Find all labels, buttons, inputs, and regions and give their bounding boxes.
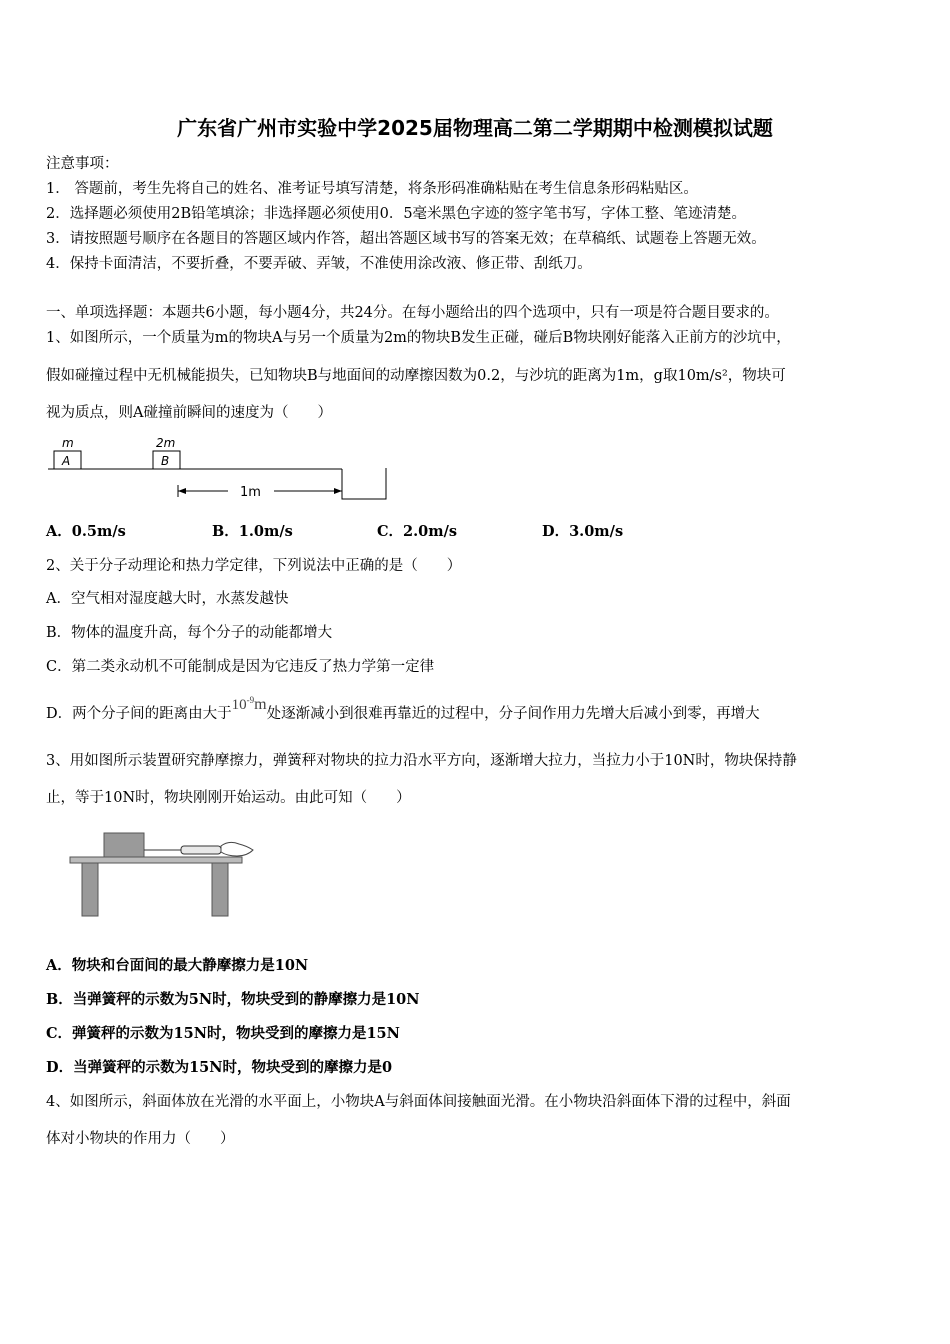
q1-option-c: C．2.0m/s bbox=[377, 523, 458, 540]
q3-option-a: A．物块和台面间的最大静摩擦力是10N bbox=[46, 957, 309, 974]
notice-item: 4．保持卡面清洁，不要折叠，不要弄破、弄皱，不准使用涂改液、修正带、刮纸刀。 bbox=[46, 256, 592, 272]
spring-scale bbox=[181, 846, 221, 854]
q2-option-a: A．空气相对湿度越大时，水蒸发越快 bbox=[46, 591, 289, 607]
notice-item: 1． 答题前，考生先将自己的姓名、准考证号填写清楚，将条形码准确粘贴在考生信息条形码粘贴区。 bbox=[46, 181, 698, 197]
notice-item: 2．选择题必须使用2B铅笔填涂；非选择题必须使用0．5毫米黑色字迹的签字笔书写，字体工整、笔迹清楚。 bbox=[46, 206, 747, 222]
q2-option-c: C．第二类永动机不可能制成是因为它违反了热力学第一定律 bbox=[46, 659, 435, 675]
q3-option-c: C．弹簧秤的示数为15N时，物块受到的摩擦力是15N bbox=[46, 1025, 400, 1042]
q1-stem-line: 1、如图所示，一个质量为m的物块A与另一个质量为2m的物块B发生正碰，碰后B物块刚好能落入正前方的沙坑中， bbox=[46, 330, 791, 346]
q2-option-d bbox=[46, 695, 760, 723]
dim-arrow-right bbox=[334, 488, 342, 494]
q3-option-d: D．当弹簧秤的示数为15N时，物块受到的摩擦力是0 bbox=[46, 1059, 393, 1076]
q1-stem-line: 假如碰撞过程中无机械能损失，已知物块B与地面间的动摩擦因数为0.2，与沙坑的距离为1m，g取10m/s²，物块可 bbox=[46, 368, 786, 384]
q2-option-d-pre: D．两个分子间的距离由大于 bbox=[46, 706, 232, 722]
block-a-label: A bbox=[62, 454, 71, 468]
table-leg-left bbox=[82, 863, 98, 916]
notice-item: 3．请按照题号顺序在各题目的答题区域内作答，超出答题区域书写的答案无效；在草稿纸、试题卷上答题无效。 bbox=[46, 231, 766, 247]
table-leg-right bbox=[212, 863, 228, 916]
q2-stem: 2、关于分子动理论和热力学定律，下列说法中正确的是（ ） bbox=[46, 558, 462, 574]
q4-stem-line: 4、如图所示，斜面体放在光滑的水平面上，小物块A与斜面体间接触面光滑。在小物块沿斜面体下滑的过程中，斜面 bbox=[46, 1094, 791, 1110]
q2-option-d-base: 10 bbox=[231, 697, 247, 713]
table-top bbox=[70, 857, 242, 863]
q3-stem-line: 止，等于10N时，物块刚刚开始运动。由此可知（ ） bbox=[46, 790, 411, 806]
q1-stem-line: 视为质点，则A碰撞前瞬间的速度为（ ） bbox=[46, 405, 332, 421]
q2-option-d-post: 处逐渐减小到很难再靠近的过程中，分子间作用力先增大后减小到零，再增大 bbox=[266, 706, 760, 722]
dim-arrow-left bbox=[178, 488, 186, 494]
distance-label: 1m bbox=[240, 485, 261, 500]
q2-option-d-unit: m bbox=[254, 696, 267, 713]
q3-option-b: B．当弹簧秤的示数为5N时，物块受到的静摩擦力是10N bbox=[46, 991, 420, 1008]
q4-stem-line: 体对小物块的作用力（ ） bbox=[46, 1131, 235, 1147]
block bbox=[104, 833, 144, 857]
q1-option-d: D．3.0m/s bbox=[542, 523, 624, 540]
q2-option-d-exp: -9 bbox=[246, 695, 255, 705]
q1-figure bbox=[44, 432, 394, 506]
q2-option-b: B．物体的温度升高，每个分子的动能都增大 bbox=[46, 625, 333, 641]
notice-heading: 注意事项： bbox=[46, 156, 119, 172]
sand-pit bbox=[342, 468, 386, 499]
q3-stem-line: 3、用如图所示装置研究静摩擦力，弹簧秤对物块的拉力沿水平方向，逐渐增大拉力，当拉力小于10N时，物块保持静 bbox=[46, 753, 797, 769]
q3-figure bbox=[66, 826, 266, 920]
block-b-label: B bbox=[161, 454, 170, 468]
q1-option-b: B．1.0m/s bbox=[212, 523, 293, 540]
section-heading: 一、单项选择题：本题共6小题，每小题4分，共24分。在每小题给出的四个选项中，只有一项是符合题目要求的。 bbox=[46, 305, 779, 321]
page-title: 广东省广州市实验中学2025届物理高二第二学期期中检测模拟试题 bbox=[177, 116, 773, 140]
mass-a-label: m bbox=[62, 436, 74, 450]
hand bbox=[221, 842, 253, 856]
q1-option-a: A．0.5m/s bbox=[46, 523, 126, 540]
mass-b-label: 2m bbox=[156, 436, 176, 450]
